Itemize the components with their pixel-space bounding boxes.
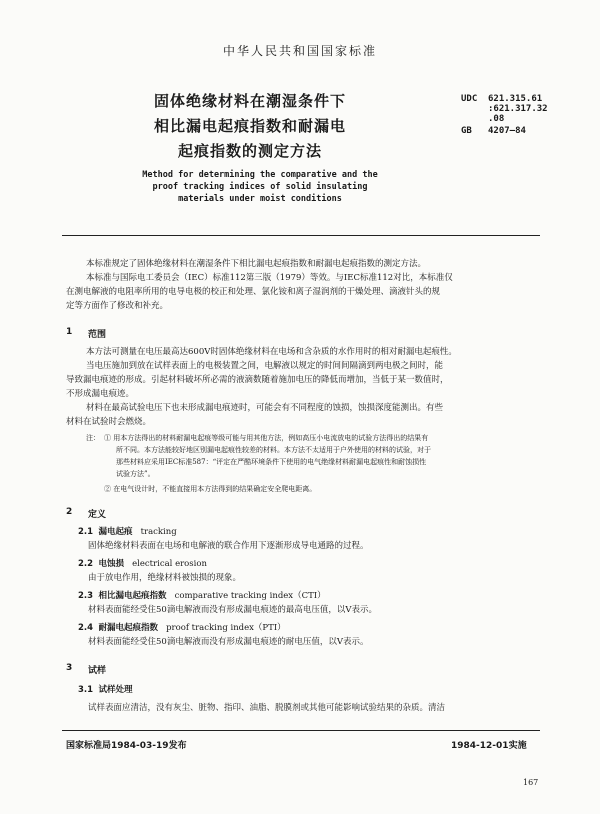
title-line-1: 固体绝缘材料在潮湿条件下 — [153, 92, 346, 110]
note-label: 注： — [86, 434, 100, 442]
intro-line-4: 定等方面作了修改和补充。 — [66, 301, 169, 311]
section-1-number: 1 — [66, 327, 73, 337]
intro-line-2: 本标准与国际电工委员会（IEC）标准112第三版（1979）等效。与IEC标准112对比，本标准仅 — [86, 273, 453, 283]
def-2-4-number: 2.4 — [78, 623, 94, 633]
udc-code-2: :621.317.32 — [488, 104, 548, 114]
english-title-line-1: Method for determining the comparative and the — [142, 170, 378, 180]
sub-3-1-number: 3.1 — [78, 685, 94, 695]
s1-para-line-2: 当电压施加到放在试样表面上的电极装置之间，电解液以规定的时间间隔滴到两电极之间时，能 — [86, 361, 444, 371]
def-2-3-term: 相比漏电起痕指数 — [98, 591, 167, 601]
section-3-number: 3 — [66, 663, 73, 673]
def-2-3-en: comparative tracking index（CTI） — [174, 591, 326, 601]
section-1-title: 范围 — [88, 330, 107, 340]
note-1-line-1: ① 用本方法得出的材料耐漏电起痕等级可能与用其他方法，例如高压小电流放电的试验方法得出的结果有 — [104, 434, 429, 442]
footer-divider — [62, 730, 540, 731]
udc-label: UDC — [461, 94, 478, 104]
def-2-1-heading — [78, 526, 177, 539]
def-2-2-term: 电蚀损 — [98, 559, 124, 569]
def-2-2-text: 由于放电作用，绝缘材料被蚀损的现象。 — [88, 573, 242, 583]
def-2-1-en: tracking — [140, 527, 177, 537]
title-line-2: 相比漏电起痕指数和耐漏电 — [153, 117, 346, 135]
def-2-1-text: 固体绝缘材料表面在电场和电解液的联合作用下逐渐形成导电通路的过程。 — [88, 541, 369, 551]
intro-line-3: 在测电解液的电阻率所用的电导电极的校正和处理、氯化铵和离子湿润剂的干燥处理、滴液针头的规 — [66, 287, 441, 297]
def-2-4-text: 材料表面能经受住50滴电解液而没有形成漏电痕迹的耐电压值，以V表示。 — [88, 637, 369, 647]
s1-para-line-1: 本方法可测量在电压最高达600V时固体绝缘材料在电场和含杂质的水作用时的相对耐漏电起痕性。 — [86, 347, 457, 357]
def-2-2-number: 2.2 — [78, 559, 94, 569]
title-line-3: 起痕指数的测定方法 — [177, 142, 322, 160]
effective-date: 1984-12-01实施 — [451, 741, 527, 751]
def-2-2-en: electrical erosion — [132, 559, 207, 569]
s1-para-line-3: 导致漏电痕迹的形成。引起材料破坏所必需的液滴数随着施加电压的降低而增加，当低于某一数值时， — [66, 375, 449, 385]
note-2: ② 在电气设计时，不能直接用本方法得到的结果确定安全爬电距离。 — [104, 485, 317, 493]
def-2-4-heading — [78, 622, 286, 635]
sub-3-1-heading — [78, 684, 132, 697]
issue-date: 国家标准局1984-03-19发布 — [66, 741, 187, 751]
standard-header: 中华人民共和国国家标准 — [222, 44, 377, 58]
s1-para-line-5: 材料在最高试验电压下也未形成漏电痕迹时，可能会有不同程度的蚀损，蚀损深度能测出。有些 — [86, 403, 444, 413]
section-3-title: 试样 — [88, 666, 107, 676]
section-2-number: 2 — [66, 507, 73, 517]
english-title-line-3: materials under moist conditions — [178, 194, 342, 204]
sub-3-1-title: 试样处理 — [98, 685, 133, 695]
english-title-line-2: proof tracking indices of solid insulating — [152, 182, 368, 192]
udc-code-3: .08 — [488, 114, 505, 124]
header-divider — [62, 235, 540, 236]
note-1-line-2: 所不同。本方法能较好地区别漏电起痕性较差的材料。本方法不太适用于户外使用的材料的试验，对于 — [116, 446, 431, 454]
gb-label: GB — [461, 126, 472, 136]
note-1-line-4: 试验方法”。 — [116, 470, 155, 478]
def-2-4-en: proof tracking index（PTI） — [166, 623, 286, 633]
def-2-3-text: 材料表面能经受住50滴电解液而没有形成漏电痕迹的最高电压值，以V表示。 — [88, 605, 377, 615]
def-2-1-number: 2.1 — [78, 527, 94, 537]
s1-para-line-4: 不形成漏电痕迹。 — [66, 389, 135, 399]
s1-para-line-6: 材料在试验时会燃烧。 — [66, 417, 152, 427]
def-2-1-term: 漏电起痕 — [98, 527, 133, 537]
udc-code-1: 621.315.61 — [488, 94, 543, 104]
def-2-3-heading — [78, 590, 326, 603]
def-2-2-heading — [78, 558, 207, 571]
section-2-title: 定义 — [88, 510, 107, 520]
gb-number: 4207—84 — [488, 126, 526, 136]
intro-line-1: 本标准规定了固体绝缘材料在潮湿条件下相比漏电起痕指数和耐漏电起痕指数的测定方法。 — [86, 259, 427, 269]
def-2-4-term: 耐漏电起痕指数 — [98, 623, 158, 633]
sub-3-1-text: 试样表面应清洁，没有灰尘、脏物、指印、油脂、脱膜剂或其他可能影响试验结果的杂质。清洁 — [88, 703, 446, 713]
page-number: 167 — [523, 778, 539, 787]
note-1-line-3: 那些材料应采用IEC标准587：“评定在严酷环境条件下使用的电气绝缘材料耐漏电起痕性和耐蚀损性 — [116, 458, 427, 466]
def-2-3-number: 2.3 — [78, 591, 94, 601]
